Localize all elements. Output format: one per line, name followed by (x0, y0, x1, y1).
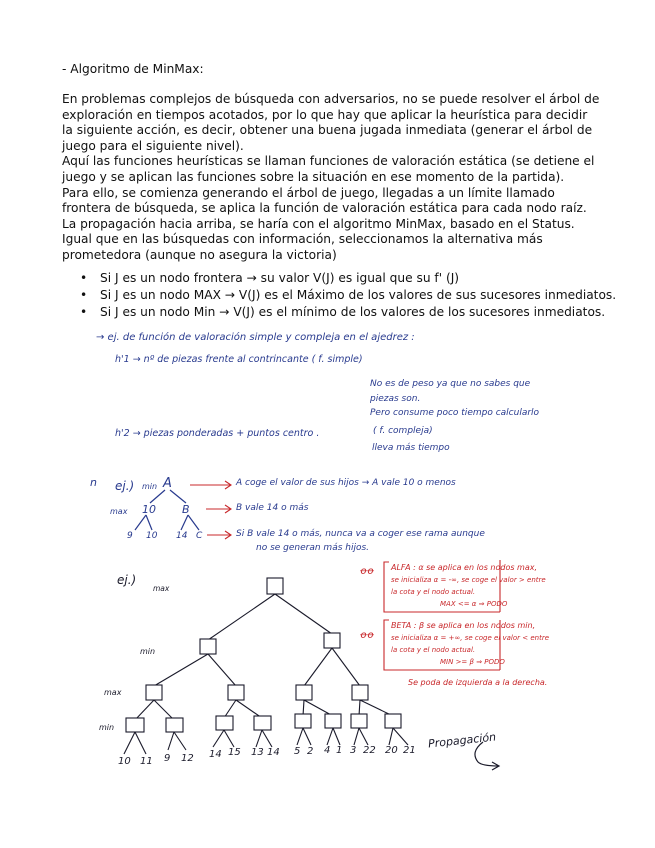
leaf-value: 11 (140, 756, 153, 767)
tree-edge (224, 730, 234, 747)
propagation-arrow (475, 742, 499, 770)
tree-node-min (385, 714, 401, 728)
paragraph: Aquí las funciones heurísticas se llaman funciones de valoración estática (se detiene el juego y se aplican las funciones sobre la situación en ese momento de la partida). (62, 154, 595, 184)
tree-edge (303, 728, 311, 745)
tree-node-min (216, 716, 233, 730)
leaf-value: 15 (228, 747, 241, 758)
level-label: min (99, 723, 115, 732)
tree-node-min (166, 718, 183, 732)
leaf-value: 20 (385, 745, 398, 756)
tree-edge (332, 648, 360, 686)
tree-node-min (200, 639, 216, 654)
level-label: max (153, 584, 170, 593)
leaf-value: 12 (181, 753, 194, 764)
heuristic-h2: h'2 → piezas ponderadas + puntos centro . (115, 428, 320, 439)
alpha-bracket (384, 562, 389, 612)
tree-edge (146, 515, 152, 530)
paragraph: En problemas complejos de búsqueda con adversarios, no se puede resolver el árbol de exploración en tiempos acotados, por lo que hay que aplicar la heurística para decidir la siguiente acción, es decir, obtener una buena jugada inmediata (generar el árbol de juego para el siguiente nivel). (62, 92, 600, 153)
list-item: • Si J es un nodo MAX → V(J) es el Máximo de los valores de sus sucesores inmediatos. (80, 287, 640, 304)
beta-bracket (384, 620, 389, 670)
example1-arrows (190, 481, 231, 539)
example-marker: n (90, 476, 97, 489)
tree-node-max (228, 685, 244, 700)
tree-node-max (296, 685, 312, 700)
tree-node-max (146, 685, 162, 700)
list-item: • Si J es un nodo frontera → su valor V(J) es igual que su f' (J) (80, 270, 640, 287)
beta-note: se inicializa α = +∞, se coge el valor < entre (391, 634, 550, 642)
beta-marker: ꝋꝋ (360, 630, 375, 641)
tree-edge (135, 515, 146, 530)
tree-edge (304, 648, 332, 686)
example-note: Si B vale 14 o más, nunca va a coger ese rama aunque (236, 529, 485, 539)
h2-note: lleva más tiempo (372, 443, 450, 453)
level-label: max (110, 507, 128, 516)
tree-edge (124, 732, 135, 754)
level-label: max (104, 688, 122, 697)
tree-edge (333, 728, 340, 745)
tree-node-min (351, 714, 367, 728)
beta-note: la cota y el nodo actual. (391, 646, 476, 654)
tree-edge (135, 700, 154, 720)
example1-tree-lines (40, 0, 199, 530)
tree-edge (150, 490, 165, 503)
leaf-value: 9 (127, 531, 133, 541)
h1-note: No es de peso ya que no sabes que (370, 379, 531, 389)
node-label: B (182, 503, 190, 516)
alpha-note: la cota y el nodo actual. (391, 588, 476, 596)
leaf-value: 2 (307, 746, 314, 757)
tree-edge (154, 654, 208, 686)
level-label: min (142, 482, 158, 491)
tree-node-max (267, 578, 283, 594)
leaf-value: 14 (176, 531, 188, 541)
leaf-value: 21 (403, 745, 416, 756)
alpha-note: MAX <= α ⇒ PODO (440, 600, 508, 608)
leaf-value: 10 (146, 531, 158, 541)
tree-node-min (254, 716, 271, 730)
leaf-value: 14 (209, 749, 222, 760)
example-note: B vale 14 o más (236, 503, 309, 513)
tree-node-min (295, 714, 311, 728)
red-note-brackets (384, 560, 500, 670)
tree-node-min (126, 718, 144, 732)
tree-edge (188, 515, 199, 530)
tree-edge (208, 654, 236, 686)
tree-edge (275, 594, 332, 634)
tree-edge (181, 515, 188, 530)
tree-edge (168, 732, 174, 750)
arrow-curve (475, 742, 498, 766)
beta-note: MIN >= β ⇒ PODO (440, 658, 505, 666)
tree-edge (256, 730, 262, 747)
leaf-value: 1 (336, 745, 343, 756)
example-note: no se generan más hijos. (256, 543, 370, 553)
leaf-value: 3 (350, 745, 357, 756)
node-label: C (196, 531, 203, 541)
tree-edge (154, 700, 174, 720)
tree-node-max (352, 685, 368, 700)
node-value: 10 (142, 503, 156, 516)
tree-edge (327, 728, 333, 745)
h2-note: ( f. compleja) (373, 426, 433, 436)
section-heading: - Algoritmo de MinMax: (62, 62, 204, 76)
propagation-label: Propagación (427, 730, 497, 751)
example-label: ej.) (115, 479, 135, 493)
tree-edge (135, 732, 146, 754)
tree-node-min (325, 714, 341, 728)
leaf-value: 10 (118, 756, 131, 767)
tree-edge (359, 728, 368, 745)
alpha-marker: ꝋꝋ (360, 566, 375, 577)
tree-edge (393, 728, 408, 745)
node-label: A (163, 476, 172, 491)
eval-example-title: → ej. de función de valoración simple y compleja en el ajedrez : (96, 332, 415, 343)
leaf-value: 5 (294, 746, 301, 757)
tree-edge (174, 732, 186, 750)
paragraph: La propagación hacia arriba, se haría con el algoritmo MinMax, basado en el Status. Igual que en las búsquedas con información, seleccionamos la alternativa más prometedora (aunque no asegura la victoria) (62, 216, 575, 262)
tree-edge (262, 730, 272, 747)
tree-edge (224, 700, 236, 718)
tree-edge (236, 700, 262, 718)
paragraph: Para ello, se comienza generando el árbol de juego, llegadas a un límite llamado frontera de búsqueda, se aplica la función de valoración estática para cada nodo raíz. (62, 185, 587, 216)
prune-note: Se poda de izquierda a la derecha. (408, 678, 548, 687)
alpha-note: ALFA : α se aplica en los nodos max, (391, 563, 538, 572)
tree-edge (297, 728, 303, 745)
example-label: ej.) (117, 573, 137, 587)
leaf-value: 14 (267, 747, 280, 758)
alpha-note: se inicializa α = -∞, se coge el valor > entre (391, 576, 546, 584)
tree-edge (389, 728, 393, 745)
tree-edge (354, 728, 359, 745)
heuristic-h1: h'1 → nº de piezas frente al contrincante ( f. simple) (115, 354, 363, 365)
leaf-value: 4 (324, 745, 331, 756)
h1-note: Pero consume poco tiempo calcularlo (370, 408, 540, 418)
leaf-value: 13 (251, 747, 264, 758)
tree-edge (208, 594, 275, 640)
example2-tree (124, 578, 408, 754)
list-item: • Si J es un nodo Min → V(J) es el mínimo de los valores de los sucesores inmediatos. (80, 304, 640, 321)
level-label: min (140, 647, 156, 656)
tree-node-min (324, 633, 340, 648)
tree-edge (170, 490, 186, 503)
leaf-value: 22 (363, 745, 376, 756)
tree-edge (213, 730, 224, 747)
leaf-value: 9 (164, 753, 171, 764)
beta-note: BETA : β se aplica en los nodos min, (391, 621, 536, 630)
h1-note: piezas son. (370, 394, 421, 404)
example-note: A coge el valor de sus hijos → A vale 10 o menos (236, 478, 456, 488)
